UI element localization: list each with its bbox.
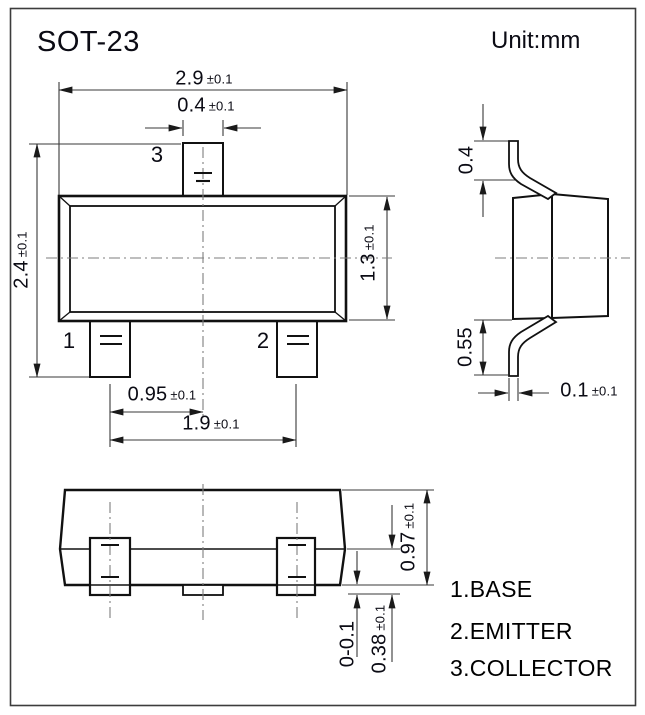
unit-label: Unit:mm — [491, 27, 581, 54]
dim-overall-width: 2.9 ±0.1 — [175, 67, 233, 90]
pin1-number: 1 — [62, 328, 76, 353]
dim-lead-below: 0.38±0.1 — [368, 604, 391, 674]
pin2-number: 2 — [256, 328, 270, 353]
top-view — [29, 82, 395, 447]
dim-body-height: 1.3±0.1 — [357, 224, 380, 282]
legend-pin2: 2.EMITTER — [450, 618, 573, 644]
dim-pin-pitch: 0.95 ±0.1 — [127, 383, 197, 406]
dim-overall-height: 2.4±0.1 — [10, 231, 33, 289]
page-title: SOT-23 — [37, 26, 140, 58]
dim-pin-span: 1.9 ±0.1 — [182, 412, 240, 435]
dim-lead-thickness: 0.1 ±0.1 — [560, 379, 618, 402]
dim-tab-width: 0.4 ±0.1 — [177, 94, 235, 117]
legend-pin1: 1.BASE — [450, 576, 533, 602]
top-lead — [509, 141, 556, 199]
pin3-number: 3 — [150, 142, 164, 167]
side-view — [474, 104, 630, 401]
legend-pin3: 3.COLLECTOR — [450, 655, 613, 681]
dim-front-body-height: 0.97±0.1 — [397, 502, 420, 572]
dim-standoff: 0-0.1 — [336, 620, 359, 668]
bottom-lead — [509, 316, 556, 376]
dim-lead-bottom-height: 0.55 — [454, 327, 477, 367]
dim-lead-top-height: 0.4 — [455, 145, 478, 175]
